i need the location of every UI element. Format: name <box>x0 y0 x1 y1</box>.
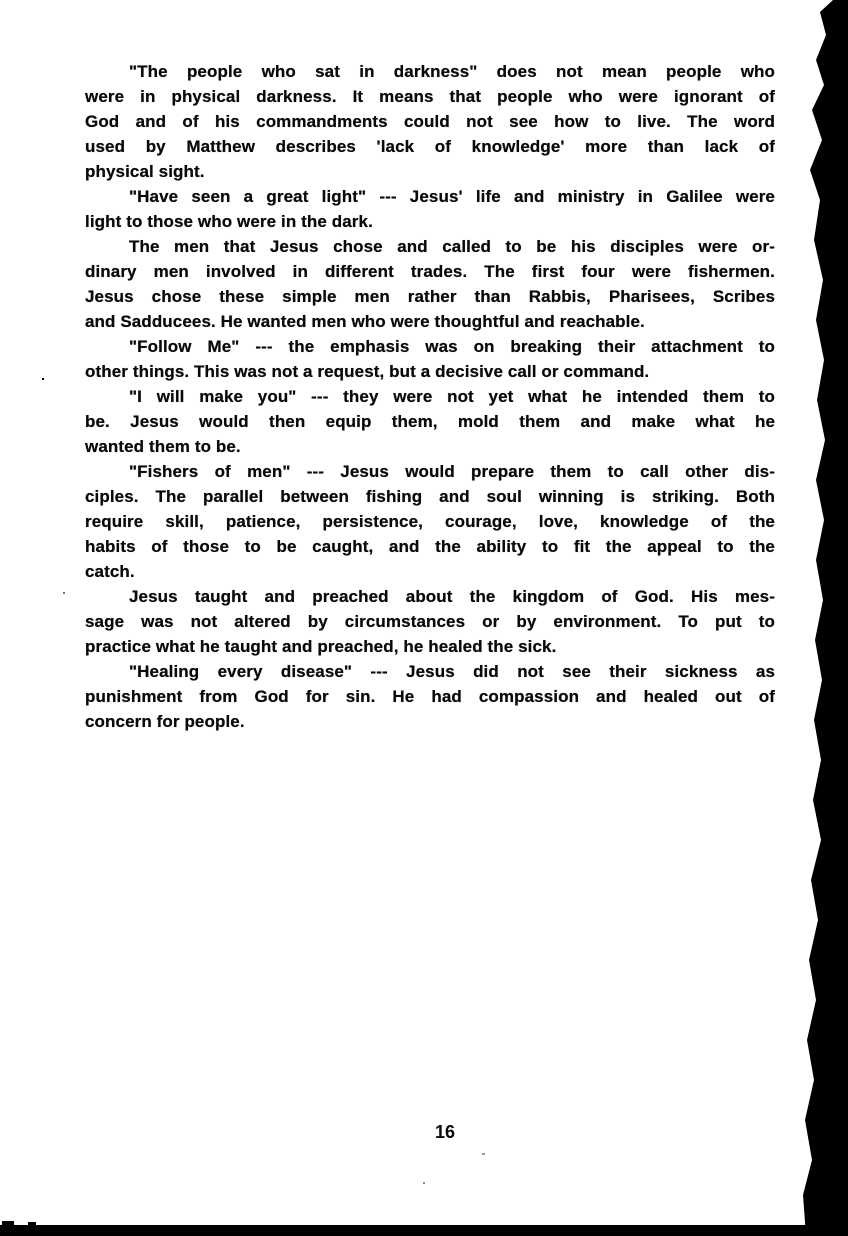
text-line: used by Matthew describes 'lack of knowledge' more than lack of <box>85 137 775 156</box>
text-line: punishment from God for sin. He had compassion and healed out of <box>85 687 775 706</box>
text-line: "Follow Me" --- the emphasis was on breaking their attachment to <box>129 337 775 356</box>
paragraph <box>85 59 775 184</box>
text-line: be. Jesus would then equip them, mold them and make what he <box>85 412 775 431</box>
text-line: Jesus chose these simple men rather than Rabbis, Pharisees, Scribes <box>85 287 775 306</box>
paragraph <box>85 584 775 659</box>
text-line: dinary men involved in different trades. The first four were fishermen. <box>85 262 775 281</box>
text-line: were in physical darkness. It means that people who were ignorant of <box>85 87 775 106</box>
paragraph <box>85 384 775 459</box>
scan-artifact-bottom-edge <box>0 1225 848 1236</box>
text-line: "The people who sat in darkness" does not mean people who <box>129 62 775 81</box>
paragraph <box>85 334 775 384</box>
text-line: light to those who were in the dark. <box>85 212 373 231</box>
text-line: concern for people. <box>85 712 245 731</box>
text-line: physical sight. <box>85 162 205 181</box>
page-text <box>85 59 775 734</box>
text-line: Jesus taught and preached about the kingdom of God. His mes- <box>129 587 775 606</box>
text-line: "Healing every disease" --- Jesus did not see their sickness as <box>129 662 775 681</box>
text-line: other things. This was not a request, but a decisive call or command. <box>85 362 650 381</box>
text-line: The men that Jesus chose and called to be his disciples were or- <box>129 237 775 256</box>
scan-speck <box>2 1221 14 1225</box>
text-line: God and of his commandments could not see how to live. The word <box>85 112 775 131</box>
paragraph <box>85 184 775 234</box>
text-line: require skill, patience, persistence, courage, love, knowledge of the <box>85 512 775 531</box>
scan-speck <box>63 592 65 594</box>
paragraph <box>85 659 775 734</box>
page-number: 16 <box>434 1122 456 1142</box>
text-line: "Have seen a great light" --- Jesus' life and ministry in Galilee were <box>129 187 775 206</box>
text-line: "I will make you" --- they were not yet what he intended them to <box>129 387 775 406</box>
text-line: sage was not altered by circumstances or by environment. To put to <box>85 612 775 631</box>
paragraph <box>85 459 775 584</box>
scan-speck <box>42 378 44 380</box>
text-line: "Fishers of men" --- Jesus would prepare them to call other dis- <box>129 462 775 481</box>
scan-speck <box>423 1182 425 1184</box>
scan-speck <box>28 1222 36 1225</box>
text-line: wanted them to be. <box>85 437 241 456</box>
paragraph <box>85 234 775 334</box>
text-line: catch. <box>85 562 135 581</box>
text-line: ciples. The parallel between fishing and soul winning is striking. Both <box>85 487 775 506</box>
scan-speck <box>482 1153 485 1155</box>
text-line: practice what he taught and preached, he healed the sick. <box>85 637 557 656</box>
text-line: and Sadducees. He wanted men who were thoughtful and reachable. <box>85 312 645 331</box>
scan-artifact-right-edge <box>790 0 848 1236</box>
text-line: habits of those to be caught, and the ability to fit the appeal to the <box>85 537 775 556</box>
